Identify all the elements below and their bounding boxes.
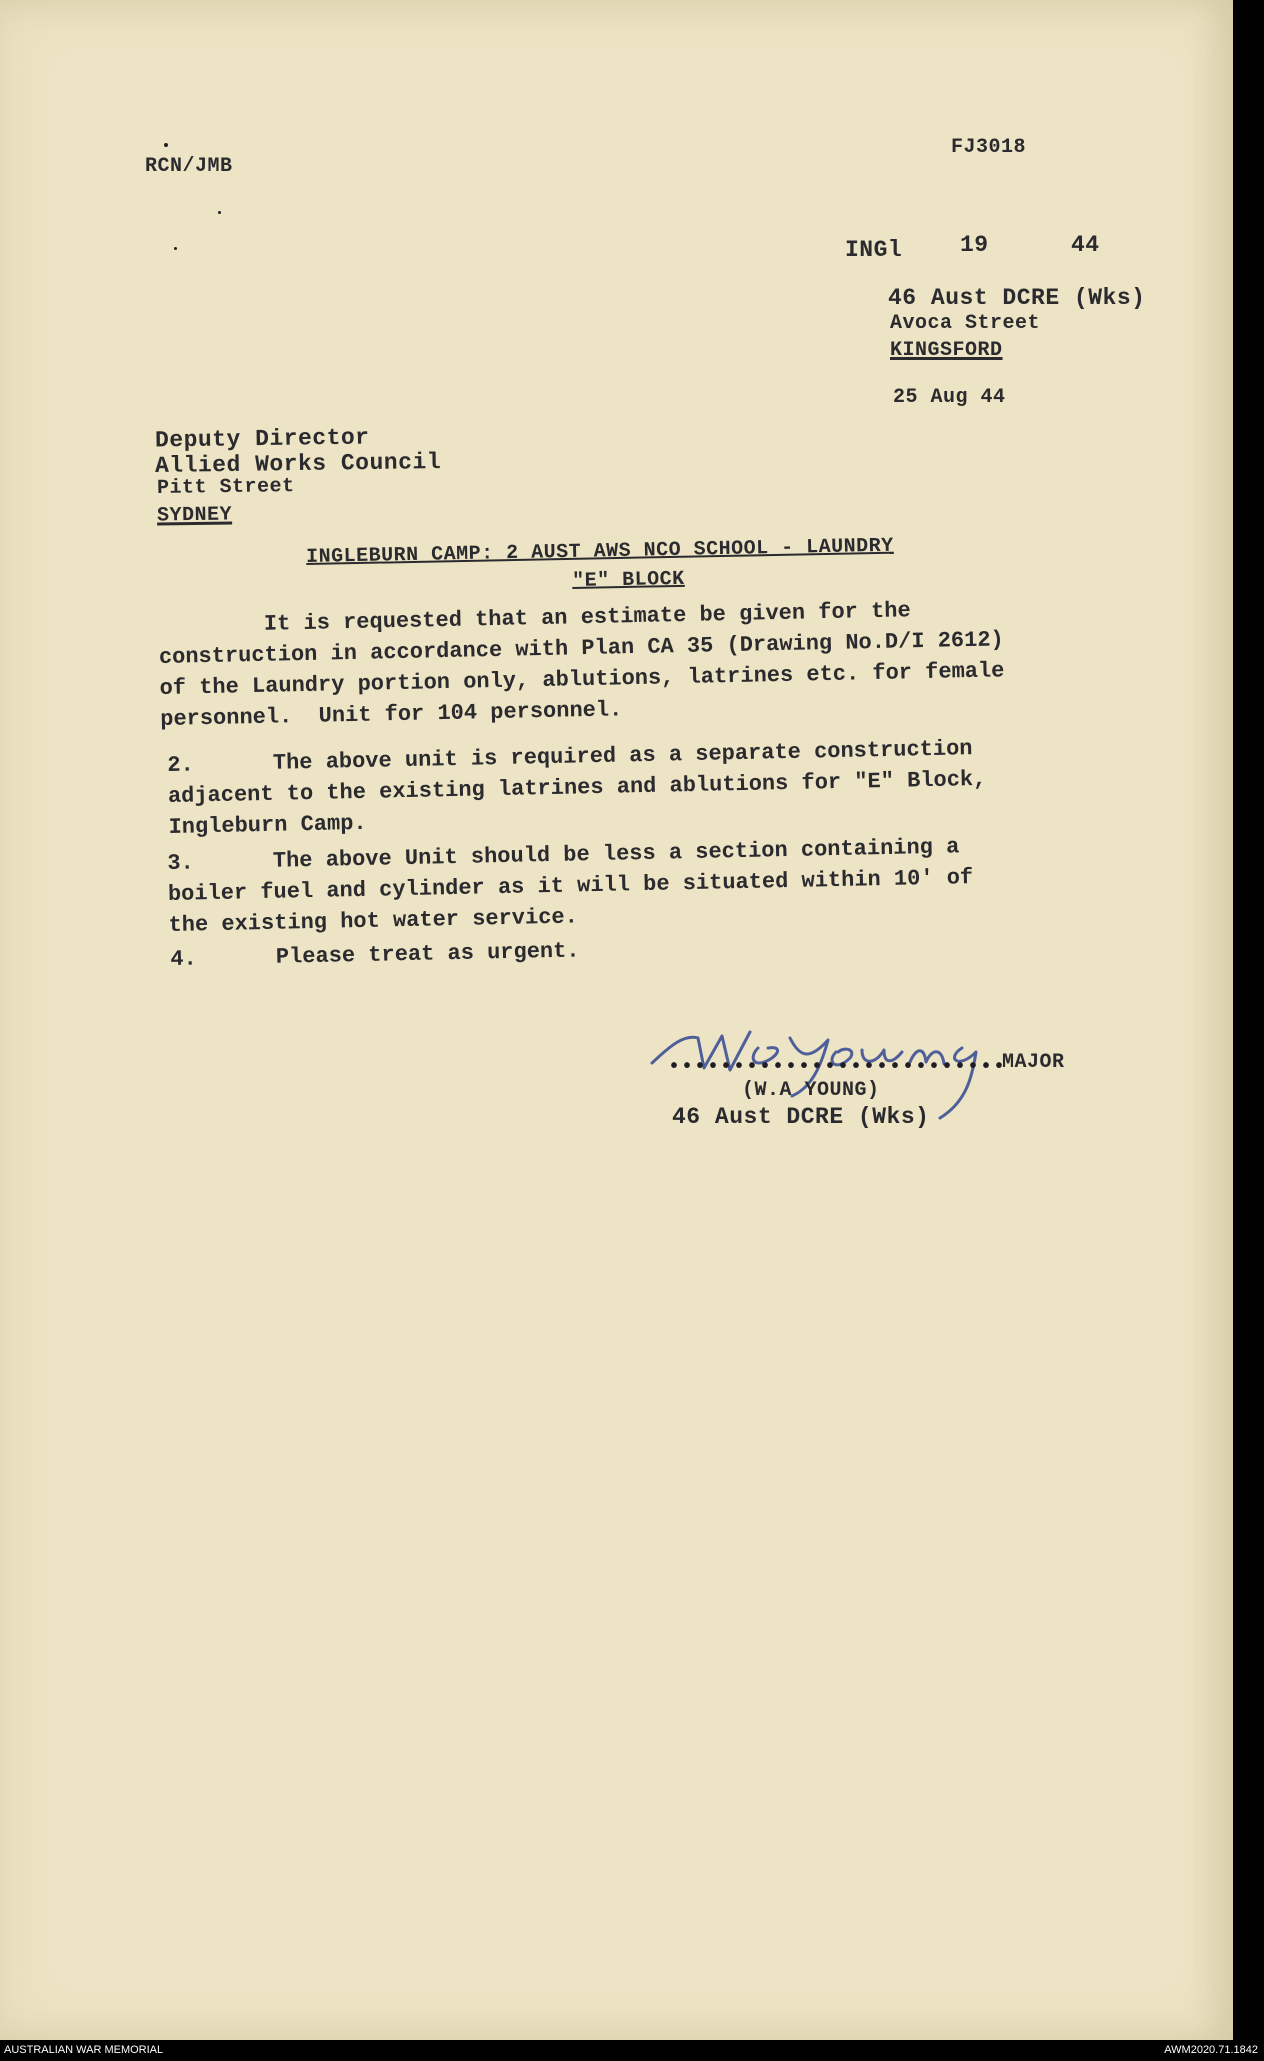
letter-date: 25 Aug 44 bbox=[893, 386, 1006, 409]
paper-speck bbox=[164, 143, 168, 147]
reference-right: FJ3018 bbox=[951, 136, 1027, 159]
sender-unit: 46 Aust DCRE (Wks) bbox=[888, 285, 1146, 311]
paper-speck bbox=[218, 211, 221, 214]
recipient-line-4: SYDNEY bbox=[156, 503, 233, 528]
footer-archive-name: AUSTRALIAN WAR MEMORIAL bbox=[4, 2044, 164, 2056]
sender-town: KINGSFORD bbox=[890, 339, 1003, 362]
subject-line-2: "E" BLOCK bbox=[572, 567, 685, 593]
recipient-line-2: Allied Works Council bbox=[154, 449, 442, 479]
footer-accession-number: AWM2020.71.1842 bbox=[1164, 2044, 1258, 2056]
archive-footer bbox=[0, 2040, 1264, 2061]
subject-line-1: INGLEBURN CAMP: 2 AUST AWS NCO SCHOOL - LAUNDRY bbox=[306, 534, 894, 569]
file-year-prefix: 19 bbox=[960, 232, 989, 258]
recipient-line-1: Deputy Director bbox=[154, 424, 370, 454]
paragraph-1: It is requested that an estimate be given for the construction in accordance with Plan CA 35 (Drawing No.D/I 2612) of the Laundry portion only, ablutions, latrines etc. for female personnel. Unit for 104 personnel. bbox=[158, 598, 1005, 732]
paragraph-2: 2. The above unit is required as a separate construction adjacent to the existing latrines and ablutions for "E" Block, Ingleburn Camp. bbox=[167, 736, 987, 840]
paragraph-3: 3. The above Unit should be less a section containing a boiler fuel and cylinder as it will be situated within 10' of the existing hot water service. bbox=[167, 834, 974, 938]
reference-left: RCN/JMB bbox=[145, 155, 233, 178]
file-code: INGl bbox=[845, 237, 903, 263]
sender-street: Avoca Street bbox=[890, 312, 1041, 335]
signature-rank: MAJOR bbox=[1002, 1051, 1065, 1074]
paper-speck bbox=[174, 247, 177, 250]
signature-unit: 46 Aust DCRE (Wks) bbox=[672, 1104, 930, 1130]
signature-line-dots: •••••••••••••••••••••••••• bbox=[668, 1056, 1007, 1079]
recipient-line-3: Pitt Street bbox=[156, 475, 295, 500]
file-year-suffix: 44 bbox=[1071, 232, 1100, 258]
paragraph-4: 4. Please treat as urgent. bbox=[170, 938, 580, 972]
signature-name: (W.A YOUNG) bbox=[742, 1079, 880, 1102]
